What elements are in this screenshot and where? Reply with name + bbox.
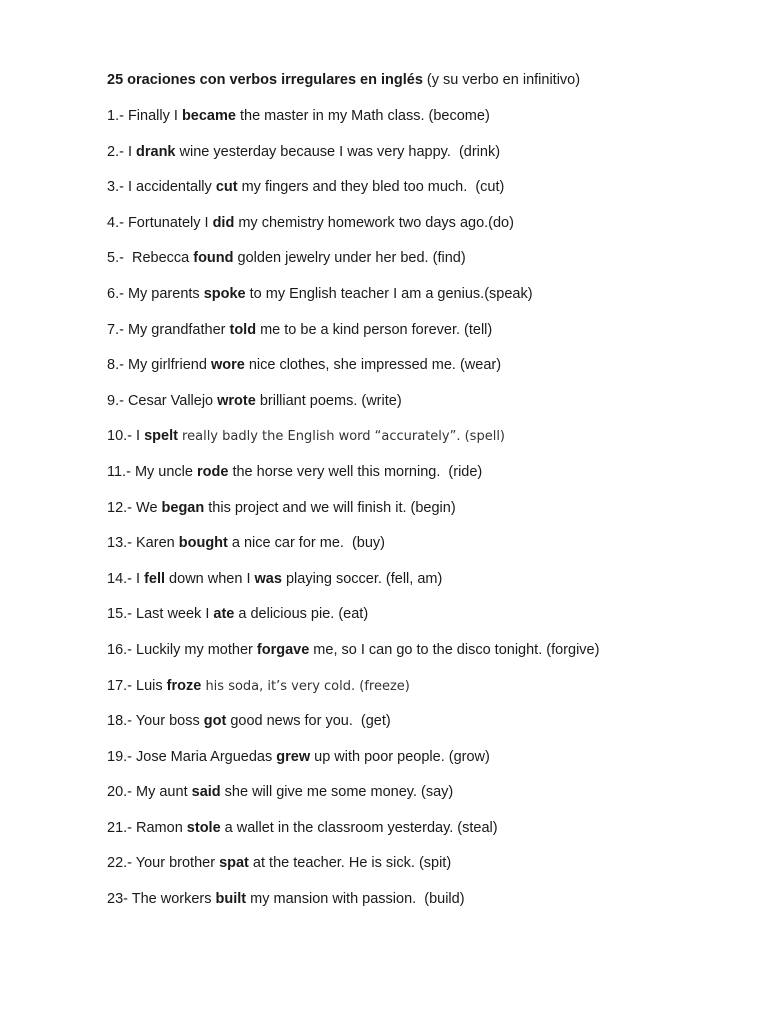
verb-past-tense: was	[254, 570, 282, 587]
verb-past-tense: forgave	[256, 641, 310, 658]
sentence-text: 4.- Fortunately I	[107, 214, 213, 231]
title-subtitle-text: (y su verbo en infinitivo)	[422, 72, 581, 88]
sentence-text: the master in my Math class. (become)	[235, 108, 490, 124]
verb-past-tense: rode	[197, 463, 229, 480]
sentence-text: me, so I can go to the disco tonight. (forgive)	[309, 641, 600, 658]
sentence-text: me to be a kind person forever. (tell)	[256, 321, 493, 338]
sentence-text: brilliant poems. (write)	[255, 392, 402, 409]
verb-past-tense: spoke	[203, 285, 246, 302]
sentence-line	[107, 853, 747, 873]
sentence-text: 19.- Jose Maria Arguedas	[107, 748, 277, 765]
title-bold-text: 25 oraciones con verbos irregulares en inglés	[107, 72, 423, 88]
verb-past-tense: ate	[213, 606, 235, 623]
sentence-text: 8.- My girlfriend	[107, 357, 211, 374]
verb-past-tense: spat	[219, 855, 249, 872]
sentence-text: this project and we will finish it. (begin)	[204, 499, 456, 516]
sentence-line	[107, 818, 747, 838]
sentence-text: really badly the English word “accurately”. (spell)	[177, 429, 505, 445]
sentence-text: 10.- I	[107, 428, 145, 445]
sentence-text: 21.- Ramon	[107, 819, 187, 836]
sentence-text: my fingers and they bled too much. (cut)	[237, 179, 505, 196]
sentence-text: at the teacher. He is sick. (spit)	[248, 855, 452, 872]
sentence-text: wine yesterday because I was very happy. (drink)	[175, 143, 501, 160]
verb-past-tense: found	[193, 250, 234, 267]
sentence-line	[107, 747, 747, 767]
sentence-text: 1.- Finally I	[107, 108, 182, 124]
sentence-text: 22.- Your brother	[107, 855, 220, 872]
sentence-line	[107, 142, 747, 162]
sentence-text: she will give me some money. (say)	[220, 784, 454, 801]
sentence-text: 20.- My aunt	[107, 784, 192, 801]
sentence-text: 12.- We	[107, 499, 162, 516]
sentence-line	[107, 498, 747, 518]
sentence-text: golden jewelry under her bed. (find)	[233, 250, 466, 267]
verb-past-tense: spelt	[144, 428, 178, 445]
sentence-text: to my English teacher I am a genius.(speak)	[245, 285, 533, 302]
sentence-text: up with poor people. (grow)	[310, 748, 490, 765]
verb-past-tense: built	[215, 891, 247, 908]
sentence-text: 6.- My parents	[107, 285, 204, 302]
sentence-text: 9.- Cesar Vallejo	[107, 392, 218, 409]
sentence-text: a delicious pie. (eat)	[234, 606, 369, 623]
sentence-line	[107, 391, 747, 411]
sentence-text: 13.- Karen	[107, 535, 179, 552]
sentence-text: 23- The workers	[107, 891, 216, 908]
sentence-line	[107, 213, 747, 233]
verb-past-tense: fell	[144, 570, 166, 587]
verb-past-tense: cut	[215, 179, 238, 196]
sentence-line	[107, 106, 747, 126]
verb-past-tense: stole	[186, 819, 221, 836]
sentence-text: my mansion with passion. (build)	[246, 891, 465, 908]
sentence-text: a wallet in the classroom yesterday. (steal)	[220, 819, 498, 836]
verb-past-tense: bought	[178, 535, 228, 552]
sentence-text: 15.- Last week I	[107, 606, 214, 623]
verb-past-tense: became	[181, 108, 236, 124]
sentence-text: 3.- I accidentally	[107, 179, 216, 196]
verb-past-tense: said	[191, 784, 221, 801]
sentence-text: the horse very well this morning. (ride)	[228, 463, 483, 480]
verb-past-tense: froze	[166, 677, 202, 694]
sentence-line	[107, 426, 747, 446]
sentence-text: 17.- Luis	[107, 677, 167, 694]
sentence-text: a nice car for me. (buy)	[227, 535, 386, 552]
sentence-line	[107, 355, 747, 375]
sentence-line	[107, 676, 747, 696]
sentence-list	[107, 106, 747, 909]
sentence-text: 2.- I	[107, 143, 137, 160]
sentence-text: 11.- My uncle	[107, 463, 197, 480]
sentence-text: my chemistry homework two days ago.(do)	[234, 214, 514, 231]
sentence-text: nice clothes, she impressed me. (wear)	[244, 357, 502, 374]
sentence-line	[107, 711, 747, 731]
sentence-text: 5.- Rebecca	[107, 250, 194, 267]
sentence-line	[107, 782, 747, 802]
sentence-text: 18.- Your boss	[107, 713, 204, 730]
sentence-line	[107, 284, 747, 304]
verb-past-tense: wrote	[217, 392, 256, 409]
sentence-text: down when I	[165, 570, 255, 587]
sentence-line	[107, 533, 747, 553]
sentence-text: playing soccer. (fell, am)	[281, 570, 443, 587]
document-page	[107, 70, 747, 925]
verb-past-tense: told	[229, 321, 257, 338]
sentence-line	[107, 462, 747, 482]
sentence-line	[107, 248, 747, 268]
verb-past-tense: began	[161, 499, 205, 516]
verb-past-tense: wore	[210, 357, 245, 374]
sentence-line	[107, 177, 747, 197]
document-title	[107, 70, 747, 90]
sentence-line	[107, 889, 747, 909]
verb-past-tense: drank	[136, 143, 176, 160]
sentence-text: his soda, it’s very cold. (freeze)	[201, 678, 410, 694]
sentence-line	[107, 640, 747, 660]
sentence-line	[107, 569, 747, 589]
verb-past-tense: did	[212, 214, 235, 231]
verb-past-tense: grew	[276, 748, 311, 765]
sentence-text: 7.- My grandfather	[107, 321, 230, 338]
verb-past-tense: got	[203, 713, 227, 730]
sentence-line	[107, 604, 747, 624]
sentence-line	[107, 320, 747, 340]
sentence-text: good news for you. (get)	[226, 713, 391, 730]
sentence-text: 16.- Luckily my mother	[107, 641, 257, 658]
sentence-text: 14.- I	[107, 570, 145, 587]
